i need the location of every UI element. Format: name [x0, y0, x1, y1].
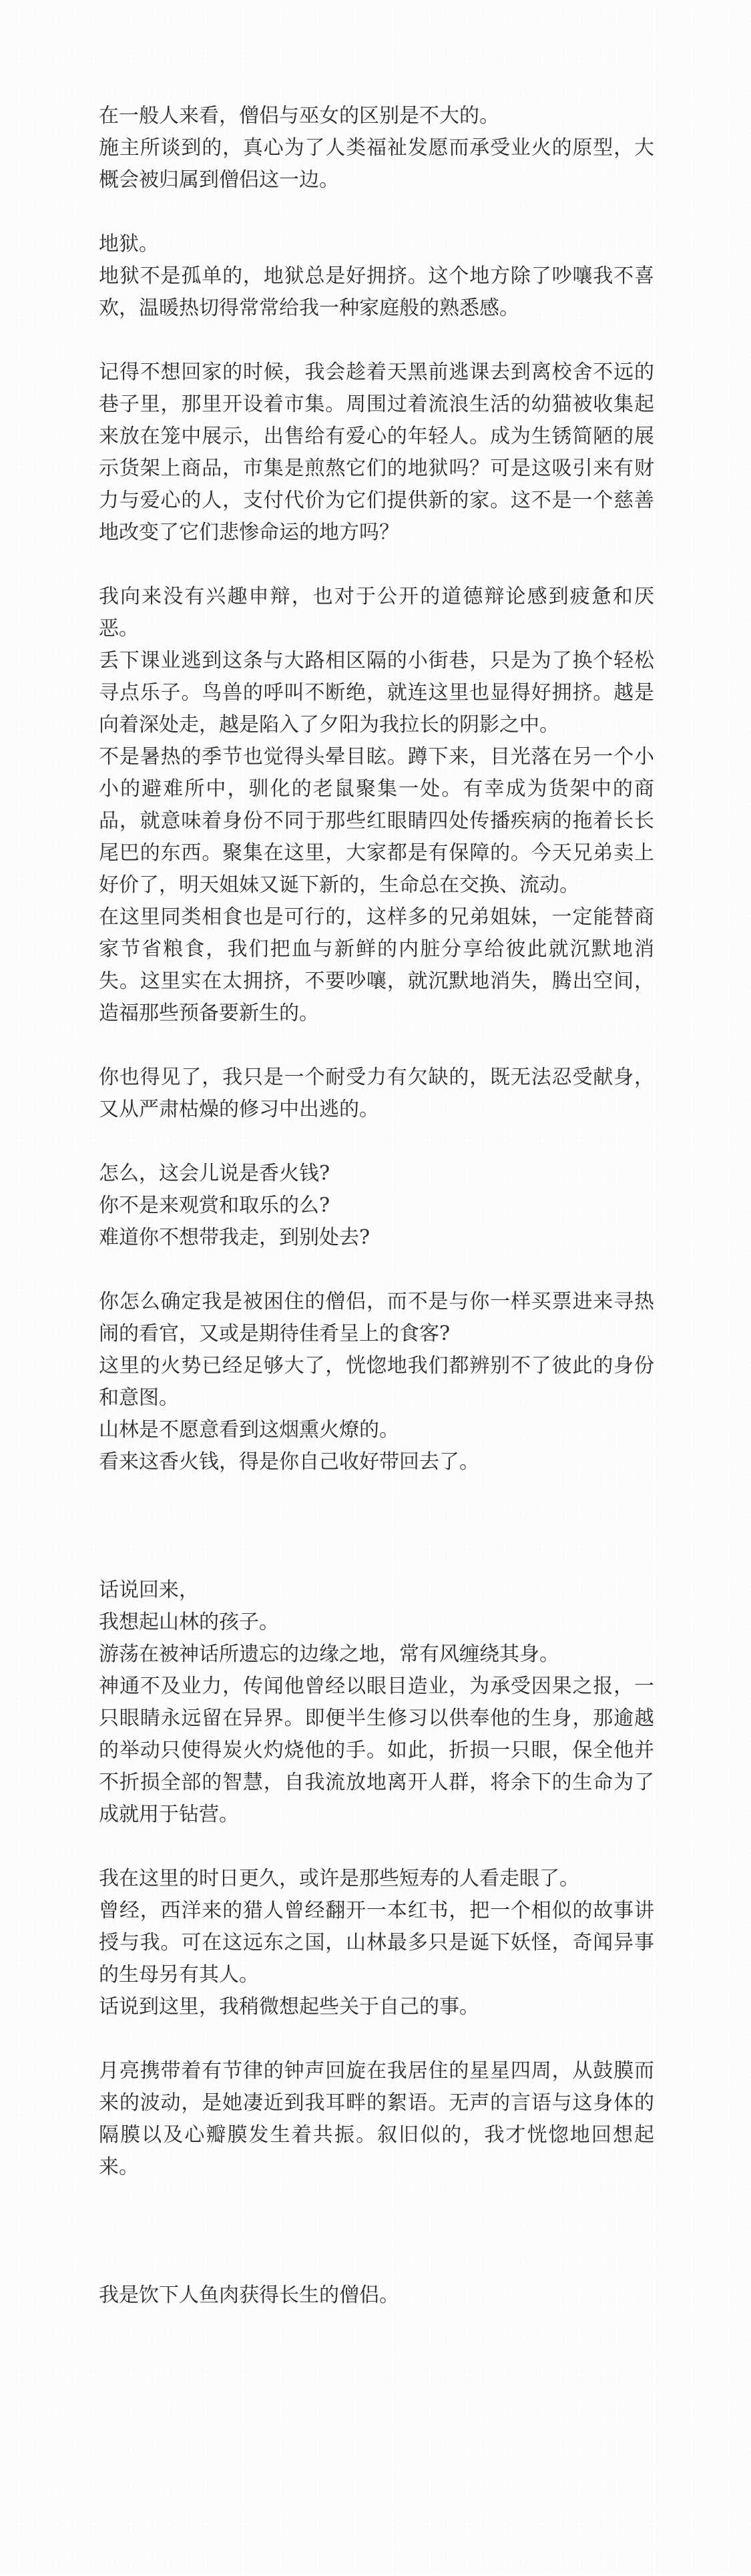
- paragraph: 地狱不是孤单的，地狱总是好拥挤。这个地方除了吵嚷我不喜欢，温暖热切得常常给我一种家庭般的熟悉感。: [99, 264, 654, 320]
- paragraph: 曾经，西洋来的猎人曾经翻开一本红书，把一个相似的故事讲授与我。可在这远东之国，山林最多只是诞下妖怪，奇闻异事的生母另有其人。: [99, 1899, 654, 1986]
- paragraph: 山林是不愿意看到这烟熏火燎的。: [99, 1418, 399, 1442]
- spacer: [99, 2183, 654, 2280]
- paragraph: 神通不及业力，传闻他曾经以眼目造业，为承受因果之报，一只眼睛永远留在异界。即便半生修习以供奉他的生身，那逾越的举动只使得炭火灼烧他的手。如此，折损一只眼，保全他并不折损全部的智慧，自我流放地离开人群，将余下的生命为了成就用于钻营。: [99, 1675, 654, 1826]
- paragraph: 话说到这里，我稍微想起些关于自己的事。: [99, 1995, 479, 2018]
- paragraph: 难道你不想带我走，到别处去?: [99, 1226, 370, 1249]
- spacer: [99, 196, 654, 228]
- spacer: [99, 1254, 654, 1286]
- paragraph: 在这里同类相食也是可行的，这样多的兄弟姐妹，一定能替商家节省粮食，我们把血与新鲜的内脏分享给彼此就沉默地消失。这里实在太拥挤，不要吵嚷，就沉默地消失，腾出空间，造福那些预备要新生的。: [99, 905, 654, 1025]
- paragraph: 你怎么确定我是被困住的僧侣，而不是与你一样买票进来寻热闹的看官，又或是期待佳肴呈上的食客?: [99, 1290, 654, 1345]
- paragraph: 施主所谈到的，真心为了人类福祉发愿而承受业火的原型，大概会被归属到僧侣这一边。: [99, 136, 654, 192]
- paragraph: 你也得见了，我只是一个耐受力有欠缺的，既无法忍受献身，又从严肃枯燥的修习中出逃的。: [99, 1066, 654, 1121]
- paragraph: 地狱。: [99, 232, 159, 256]
- paragraph: 这里的火势已经足够大了，恍惚地我们都辨别不了彼此的身份和意图。: [99, 1354, 654, 1410]
- spacer: [99, 1831, 654, 1863]
- document-body: [99, 100, 654, 2312]
- spacer: [99, 2023, 654, 2055]
- paragraph: 话说回来，: [99, 1578, 199, 1602]
- paragraph: 不是暑热的季节也觉得头晕目眩。蹲下来，目光落在另一个小小的避难所中，驯化的老鼠聚集一处。有幸成为货架中的商品，就意味着身份不同于那些红眼睛四处传播疾病的拖着长长尾巴的东西。聚集在这里，大家都是有保障的。今天兄弟卖上好价了，明天姐妹又诞下新的，生命总在交换、流动。: [99, 745, 654, 897]
- paragraph: 我向来没有兴趣申辩，也对于公开的道德辩论感到疲惫和厌恶。: [99, 585, 654, 640]
- paragraph: 你不是来观赏和取乐的么?: [99, 1194, 330, 1217]
- spacer: [99, 325, 654, 357]
- paragraph: 在一般人来看，僧侣与巫女的区别是不大的。: [99, 104, 499, 128]
- spacer: [99, 1030, 654, 1062]
- paragraph: 月亮携带着有节律的钟声回旋在我居住的星星四周，从鼓膜而来的波动，是她凄近到我耳畔的絮语。无声的言语与这身体的隔膜以及心瓣膜发生着共振。叙旧似的，我才恍惚地回想起来。: [99, 2059, 654, 2179]
- paragraph: 我想起山林的孩子。: [99, 1611, 279, 1634]
- paragraph: 看来这香火钱，得是你自己收好带回去了。: [99, 1450, 479, 1474]
- spacer: [99, 549, 654, 581]
- paragraph: 我在这里的时日更久，或许是那些短寿的人看走眼了。: [99, 1867, 579, 1890]
- paragraph: 记得不想回家的时候，我会趁着天黑前逃课去到离校舍不远的巷子里，那里开设着市集。周围过着流浪生活的幼猫被收集起来放在笼中展示，出售给有爱心的年轻人。成为生锈简陋的展示货架上商品，市集是煎熬它们的地狱吗？可是这吸引来有财力与爱心的人，支付代价为它们提供新的家。这不是一个慈善地改变了它们悲惨命运的地方吗？: [99, 361, 654, 544]
- paragraph: 游荡在被神话所遗忘的边缘之地，常有风缠绕其身。: [99, 1643, 559, 1666]
- paragraph: 怎么，这会儿说是香火钱?: [99, 1162, 330, 1185]
- spacer: [99, 1478, 654, 1574]
- spacer: [99, 1126, 654, 1158]
- paragraph: 我是饮下人鱼肉获得长生的僧侣。: [99, 2284, 399, 2307]
- paragraph: 丢下课业逃到这条与大路相区隔的小街巷，只是为了换个轻松寻点乐子。鸟兽的呼叫不断绝，就连这里也显得好拥挤。越是向着深处走，越是陷入了夕阳为我拉长的阴影之中。: [99, 649, 654, 736]
